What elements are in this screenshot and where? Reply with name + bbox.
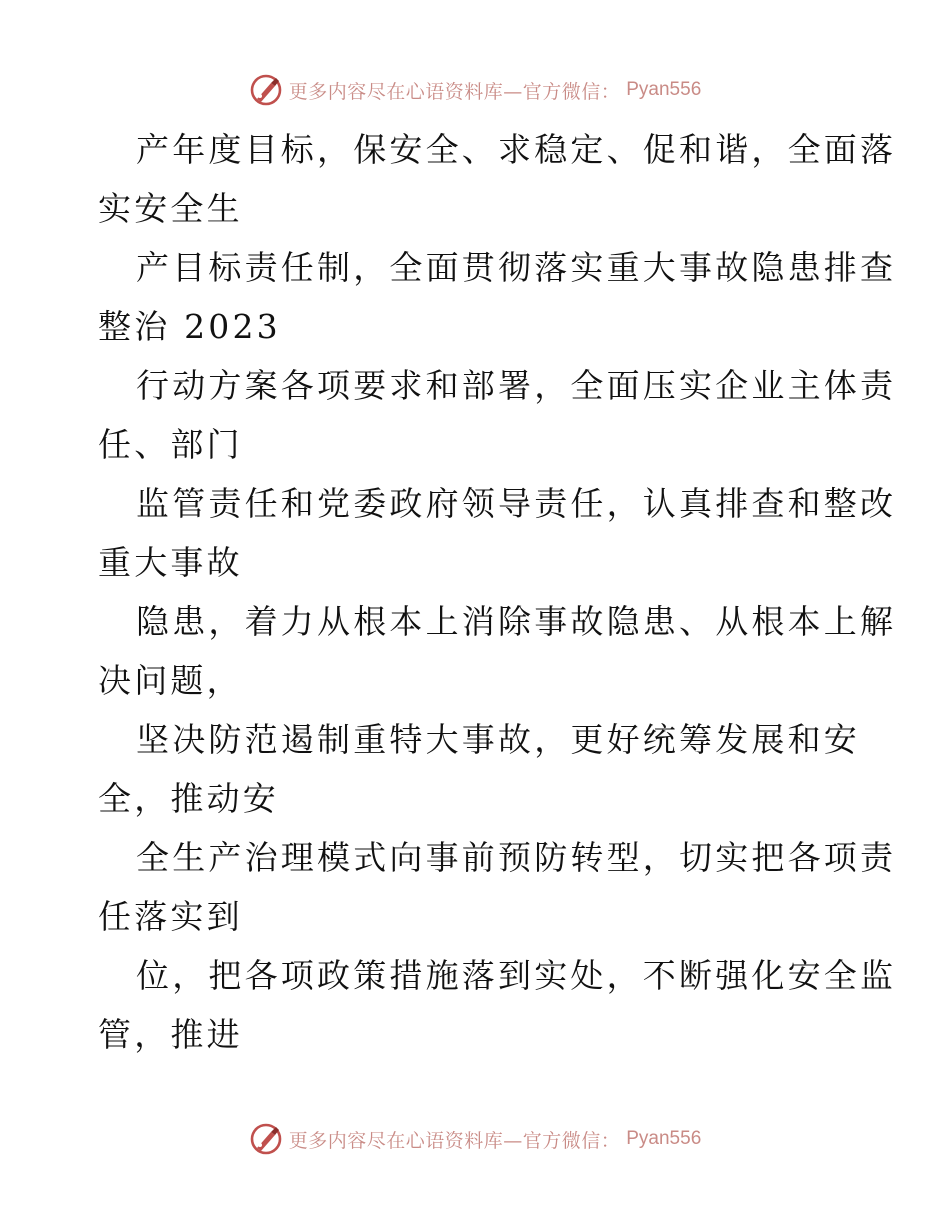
watermark-text: 更多内容尽在心语资料库—官方微信： <box>288 80 621 103</box>
watermark-wechat-id: Pyan556 <box>626 79 702 100</box>
text-line: 隐患，着力从根本上消除事故隐患、从根本上解 <box>136 602 897 641</box>
text-line: 产年度目标，保安全、求稳定、促和谐，全面落 <box>136 130 897 169</box>
text-line: 决问题， <box>98 661 243 700</box>
text-line: 任落实到 <box>98 897 243 936</box>
text-line: 全，推动安 <box>98 779 279 818</box>
text-line: 行动方案各项要求和部署，全面压实企业主体责 <box>136 366 897 405</box>
text-line: 重大事故 <box>98 543 243 582</box>
text-line: 全生产治理模式向事前预防转型，切实把各项责 <box>136 838 897 877</box>
text-line: 监管责任和党委政府领导责任，认真排查和整改 <box>136 484 897 523</box>
watermark-text: 更多内容尽在心语资料库—官方微信： <box>288 1129 621 1152</box>
pen-logo-icon <box>249 1122 283 1156</box>
footer-watermark <box>0 1119 950 1159</box>
text-line: 任、部门 <box>98 425 243 464</box>
text-line: 整治 2023 <box>98 307 281 346</box>
watermark-wechat-id: Pyan556 <box>626 1128 702 1149</box>
text-line: 实安全生 <box>98 189 243 228</box>
header-watermark <box>0 70 950 110</box>
pen-logo-icon <box>249 73 283 107</box>
text-line: 位，把各项政策措施落到实处，不断强化安全监 <box>136 956 897 995</box>
text-line: 产目标责任制，全面贯彻落实重大事故隐患排查 <box>136 248 897 287</box>
document-body <box>98 120 897 1064</box>
text-line: 坚决防范遏制重特大事故，更好统筹发展和安 <box>136 720 860 759</box>
text-line: 管，推进 <box>98 1015 243 1054</box>
